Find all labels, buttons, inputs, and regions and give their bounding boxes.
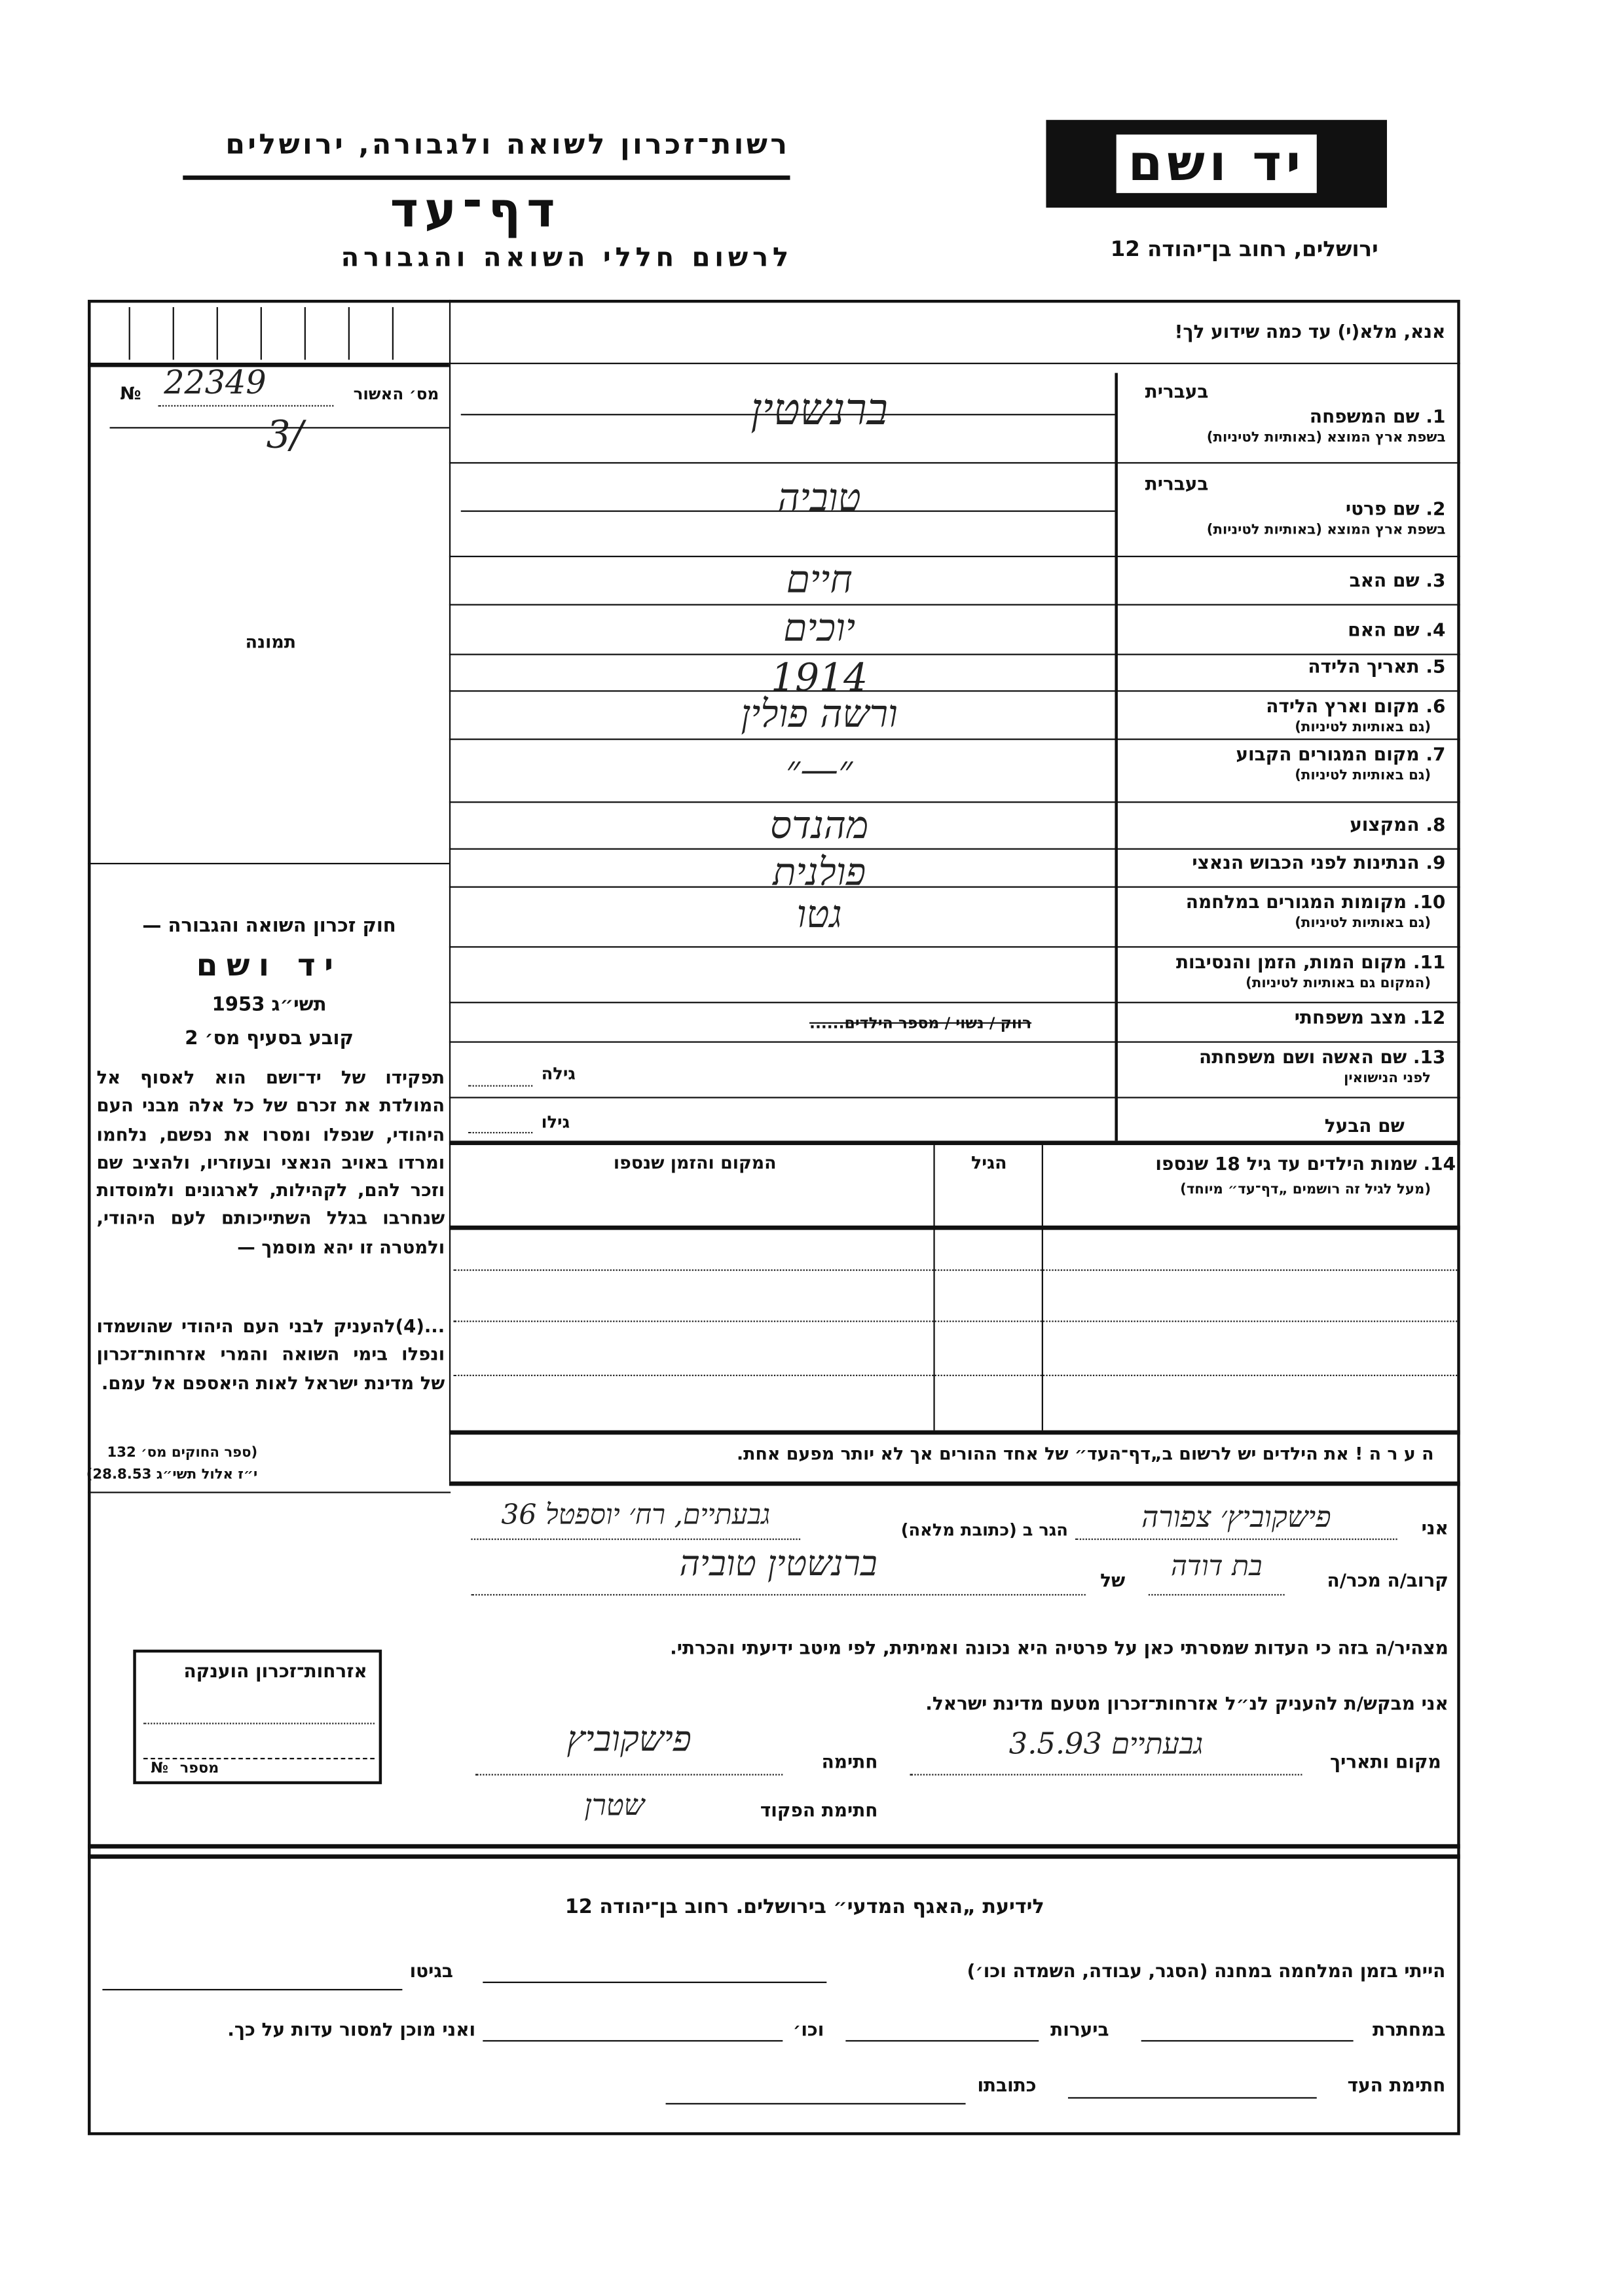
hebrew-tag: בעברית — [1145, 472, 1209, 495]
field-label — [1126, 951, 1445, 973]
signature-line — [475, 1774, 783, 1776]
field-sublabel: (גם באותיות לטיניות) — [1295, 720, 1431, 736]
field-number: 13. — [1412, 1046, 1446, 1068]
law-reference-2: י״ז אלול תשי״ג 28.8.53) — [86, 1467, 258, 1484]
tally-tick — [304, 307, 306, 359]
field-label — [1126, 569, 1445, 591]
tally-row-line — [88, 363, 449, 367]
field-sublabel: לפני הנישואין — [1344, 1070, 1431, 1087]
left-column-divider — [449, 300, 451, 1140]
photo-bottom-line — [88, 863, 449, 864]
field-sublabel: (גם באותיות לטיניות) — [1295, 915, 1431, 932]
place-date-label: מקום ותאריך — [1329, 1750, 1441, 1773]
field-label-text: שם פרטי — [1345, 497, 1420, 519]
authority-title: רשות־זכרון לשואה ולגבורה, ירושלים — [225, 128, 790, 161]
children-col-divider — [1042, 1145, 1043, 1430]
field-number: 11. — [1412, 950, 1446, 973]
place-date-line — [910, 1774, 1302, 1776]
children-number: 14. — [1423, 1152, 1456, 1175]
relation: בת דודה — [1171, 1550, 1263, 1582]
victim-name: ברנשטין טוביה — [679, 1542, 877, 1584]
of-label: של — [1100, 1569, 1126, 1592]
camp-line — [483, 1982, 826, 1983]
field-label-text: מצב משפחתי — [1294, 1006, 1407, 1029]
instruction-line — [449, 363, 1460, 364]
forests-line — [845, 2040, 1039, 2041]
field-value[interactable]: מהנדס — [769, 804, 869, 848]
declaration-statement: מצהיר/ה בזה כי העדות שמסרתי כאן על פרטיה היא נכונה ואמיתית, לפי מיטב ידיעתי והכרתי. — [670, 1636, 1449, 1659]
field-label — [1126, 1046, 1445, 1068]
tally-tick — [392, 307, 394, 359]
willing-to-testify: ואני מוכן למסור עדות על כך. — [227, 2018, 476, 2041]
husband-row-line — [449, 1140, 1460, 1145]
field-row-line — [449, 1097, 1460, 1098]
children-col-place: המקום והזמן שנספו — [613, 1152, 777, 1173]
field-sublabel: בשפת ארץ המוצא (באותיות לטיניות) — [1206, 522, 1446, 539]
form-subtitle: לרשום חללי השואה והגבורה — [341, 242, 793, 274]
field-number: 4. — [1426, 618, 1446, 641]
field-value[interactable]: חיים — [786, 558, 853, 603]
section-divider — [88, 1844, 1460, 1849]
field-row-line — [449, 848, 1460, 850]
certificate-row-line — [110, 427, 449, 428]
field-value[interactable]: ברנשטין — [750, 384, 888, 436]
officer-signature: שטרן — [584, 1787, 645, 1823]
children-row-line — [454, 1375, 1458, 1376]
field-label-text: המקצוע — [1350, 812, 1420, 835]
field-row-line — [449, 1041, 1460, 1042]
children-bottom-line — [449, 1430, 1460, 1435]
submitter-name: פישקוביץ׳ צפורה — [1141, 1499, 1331, 1535]
field-label-text: שם האם — [1348, 618, 1420, 641]
witness-signature-line — [1068, 2097, 1317, 2098]
field-label — [1126, 813, 1445, 835]
law-reference-1: (ספר החוקים מס׳ 132 — [107, 1444, 258, 1461]
forests-label: ביערות — [1050, 2018, 1109, 2041]
husband-label: שם הבעל — [1324, 1114, 1405, 1137]
witness-address-label: כתובתו — [977, 2073, 1037, 2096]
field-label-text: מקומות המגורים במלחמה — [1185, 890, 1407, 913]
field-label — [1126, 851, 1445, 873]
address: ירושלים, רחוב בן־יהודה 12 — [1110, 238, 1378, 262]
witness-address-line — [666, 2103, 966, 2104]
citizenship-number-label: מספר — [179, 1760, 219, 1777]
field-label-text: שם האב — [1349, 568, 1420, 591]
law-bottom-line — [88, 1491, 451, 1493]
field-row-line — [449, 738, 1460, 740]
field-value[interactable]: יוכים — [783, 607, 856, 651]
underground-line — [1141, 2040, 1354, 2041]
field-row-line — [449, 604, 1460, 606]
certificate-no-symbol: № — [120, 383, 141, 404]
victim-name-line — [471, 1594, 1085, 1595]
certificate-number: 22349 — [164, 365, 267, 403]
field-number: 10. — [1412, 890, 1446, 913]
children-header-line — [449, 1226, 1460, 1230]
ghetto-label: בגיטו — [409, 1959, 453, 1982]
header-underline — [183, 175, 790, 180]
underground-label: במחתרת — [1372, 2018, 1446, 2041]
field-number: 8. — [1426, 812, 1446, 835]
field-label — [1126, 1006, 1445, 1029]
citizenship-no-symbol: № — [151, 1760, 169, 1777]
field-row-line — [449, 946, 1460, 947]
field-number: 7. — [1426, 742, 1446, 765]
field-number: 5. — [1426, 655, 1446, 678]
field-number: 2. — [1426, 497, 1446, 519]
field-label — [1126, 655, 1445, 678]
field-row-line — [449, 462, 1460, 464]
form-title: דף־עד — [390, 181, 561, 239]
law-text-part-1: תפקידו של יד־ושם הוא לאסוף אל המולדת את זכרם של כל אלה מבני העם היהודי, שנפלו ומסרו את נפשם, נלחמו ומרדו באויב הנאצי ובעוזריו, ולהציב שם וזכר להם, לקהילות, לארגונים ולמוסדות שנחרבו בגלל השתייכותם לעם היהודי, ולמטרה זו יהא מוסמך — — [96, 1067, 445, 1258]
label-column-divider — [1115, 373, 1117, 1141]
children-col-divider — [933, 1145, 934, 1430]
field-row-line — [449, 801, 1460, 803]
field-row-line — [449, 556, 1460, 557]
yad-vashem-logo — [1046, 120, 1387, 208]
institute-camp-label: הייתי בזמן המלחמה במחנה (הסגר, עבודה, השמדה וכו׳) — [967, 1959, 1446, 1982]
citizenship-box-title: אזרחות־זכרון הוענקה — [183, 1660, 367, 1682]
submitter-address: גבעתיים, רח׳ יוספטל 36 — [501, 1499, 771, 1531]
field-value[interactable]: 1914 — [771, 656, 868, 701]
field-label-text: שם המשפחה — [1309, 405, 1420, 428]
field-label-text: מקום המגורים הקבוע — [1236, 742, 1420, 765]
tally-tick — [348, 307, 350, 359]
children-row-line — [454, 1269, 1458, 1271]
etc-label: וכו׳ — [792, 2018, 824, 2041]
hebrew-tag: בעברית — [1145, 380, 1209, 403]
law-name: יד ושם — [196, 947, 342, 983]
wife-age-label: גילה — [541, 1063, 576, 1084]
field-value[interactable]: טוביה — [777, 477, 861, 521]
certificate-suffix: /3 — [266, 414, 304, 458]
officer-signature-label: חתימת הפקוד — [760, 1798, 878, 1821]
tally-tick — [261, 307, 262, 359]
tally-tick — [129, 307, 130, 359]
field-label-text: שם האשה ושם משפחתה — [1199, 1046, 1407, 1068]
submitter-name-line — [1075, 1539, 1397, 1540]
photo-label: תמונה — [245, 632, 297, 653]
resides-label: הגר ב (כתובת מלאה) — [900, 1519, 1068, 1540]
certificate-number-line — [158, 405, 333, 407]
citizenship-box — [133, 1650, 382, 1785]
husband-age-label: גילו — [541, 1111, 570, 1132]
field-sublabel: (המקום גם באותיות לטיניות) — [1246, 975, 1431, 992]
field-label — [1126, 619, 1445, 641]
signature-label: חתימה — [821, 1750, 878, 1773]
field-sublabel: בשפת ארץ המוצא (באותיות לטיניות) — [1206, 429, 1446, 446]
field-number: 6. — [1426, 695, 1446, 717]
address-line — [471, 1539, 800, 1540]
law-text-part-2: ...(4)להעניק לבני העם היהודי שהושמדו ונפלו בימי השואה והמרי אזרחות־זכרון של מדינת ישראל לאות היאספם אל עמם. — [96, 1316, 445, 1393]
children-sub: (מעל לגיל זה רושמים „דף־עד״ מיוחד) — [1180, 1181, 1431, 1198]
field-label-text: תאריך הלידה — [1308, 655, 1420, 678]
field-value[interactable]: ״—״ — [786, 748, 853, 793]
field-value[interactable]: גטו — [796, 893, 842, 938]
field-value[interactable]: רווק / נשוי / מספר הילדים...... — [809, 1015, 1032, 1033]
instruction: אנא, מלא(י) עד כמה שידוע לך! — [1174, 320, 1446, 342]
institute-title: לידיעת „האגף המדעי״ בירושלים. רחוב בן־יהודה 12 — [564, 1895, 1044, 1919]
field-label — [1126, 890, 1445, 913]
relation-line — [1149, 1594, 1285, 1595]
ghetto-line — [102, 1989, 402, 1990]
children-row-line — [454, 1321, 1458, 1322]
field-label — [1126, 497, 1445, 519]
etc-line — [483, 2040, 783, 2041]
place-date: גבעתיים 3.5.93 — [1008, 1725, 1204, 1761]
certificate-label: מס׳ האשור — [353, 384, 439, 404]
field-label-text: הנתינות לפני הכבוש הנאצי — [1192, 851, 1420, 873]
relative-label: קרוב/ה מכר/ה — [1327, 1569, 1449, 1592]
signature: פישקוביץ — [566, 1718, 692, 1760]
field-number: 12. — [1412, 1006, 1446, 1029]
section-divider — [88, 1854, 1460, 1859]
law-section: קובע בסעיף מס׳ 2 — [185, 1028, 354, 1050]
children-title-text: שמות הילדים עד גיל 18 שנספו — [1155, 1152, 1417, 1175]
husband-age-line — [468, 1132, 532, 1133]
field-label — [1126, 743, 1445, 765]
field-label-text: מקום וארץ הלידה — [1266, 695, 1420, 717]
law-title: חוק זכרון השואה והגבורה — — [142, 915, 396, 938]
logo-text: יד ושם — [1116, 135, 1317, 193]
wife-age-line — [468, 1085, 532, 1086]
field-value[interactable]: פולנית — [773, 851, 866, 896]
citizenship-line — [143, 1722, 375, 1724]
field-label — [1126, 695, 1445, 717]
children-note: ה ע ר ה ! את הילדים יש לרשום ב„דף־העד״ של אחד ההורים אך לא יותר מפעם אחת. — [736, 1443, 1434, 1465]
field-label — [1126, 405, 1445, 428]
citizenship-request: אני מבקש/ת להעניק לנ״ל אזרחות־זכרון מטעם מדינת ישראל. — [925, 1692, 1449, 1715]
children-title — [1046, 1152, 1456, 1175]
children-col-age: הגיל — [971, 1152, 1007, 1173]
tally-tick — [173, 307, 174, 359]
law-year: תשי״ג 1953 — [212, 994, 327, 1017]
field-sublabel: (גם באותיות לטיניות) — [1295, 767, 1431, 784]
field-number: 1. — [1426, 405, 1446, 428]
note-bottom-line — [449, 1482, 1460, 1486]
field-number: 3. — [1426, 568, 1446, 591]
citizenship-line — [143, 1758, 375, 1759]
field-label-text: מקום המות, הזמן והנסיבות — [1175, 950, 1407, 973]
i-label: אני — [1421, 1516, 1449, 1539]
tally-tick — [217, 307, 218, 359]
field-number: 9. — [1426, 851, 1446, 873]
witness-signature-label: חתימת העד — [1347, 2073, 1446, 2096]
field-value[interactable]: ורשה פולין — [741, 693, 898, 737]
field-row-line — [449, 1002, 1460, 1003]
